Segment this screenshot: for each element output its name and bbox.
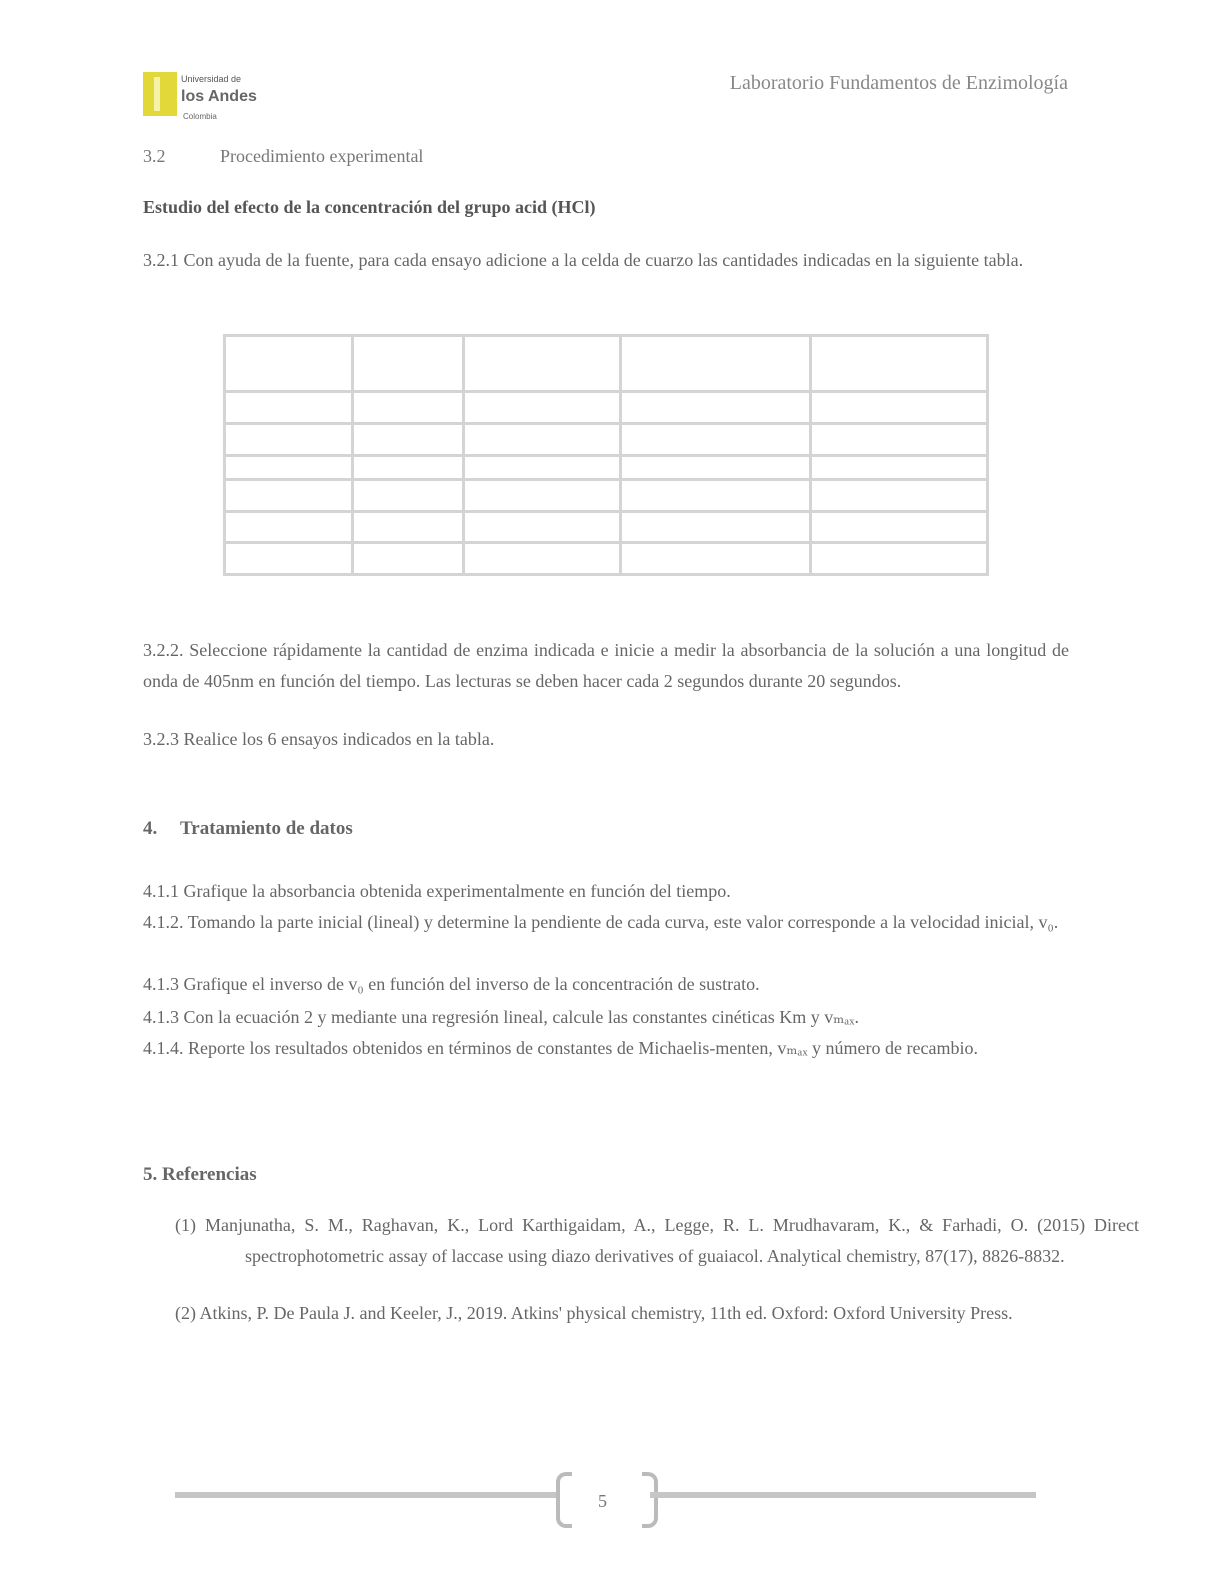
table-cell bbox=[352, 336, 464, 392]
table-cell bbox=[352, 511, 464, 543]
table-cell bbox=[352, 480, 464, 512]
table-row bbox=[225, 511, 988, 543]
table-cell bbox=[225, 391, 353, 424]
university-logo bbox=[143, 70, 293, 126]
table-row bbox=[225, 391, 988, 424]
table-row bbox=[225, 336, 988, 392]
table-cell bbox=[810, 391, 987, 424]
table-cell bbox=[621, 424, 810, 456]
table-cell bbox=[621, 455, 810, 479]
table-cell bbox=[464, 455, 621, 479]
table-cell bbox=[810, 480, 987, 512]
data-section-title: Tratamiento de datos bbox=[180, 818, 353, 839]
procedure-section-title: Procedimiento experimental bbox=[220, 146, 424, 166]
data-item: 4.1.1 Grafique la absorbancia obtenida experimentalmente en función del tiempo. bbox=[143, 881, 731, 901]
table-row bbox=[225, 455, 988, 479]
data-item: 4.1.4. Reporte los resultados obtenidos en términos de constantes de Michaelis-menten, vₘₐₓ y número de recambio. bbox=[143, 1038, 978, 1058]
logo-line-2: los Andes bbox=[181, 88, 257, 105]
page-number: 5 bbox=[598, 1491, 607, 1511]
data-item: 4.1.3 Grafique el inverso de v₀ en función del inverso de la concentración de sustrato. bbox=[143, 974, 760, 994]
table-cell bbox=[810, 511, 987, 543]
table-cell bbox=[464, 511, 621, 543]
table-cell bbox=[225, 336, 353, 392]
table-cell bbox=[225, 424, 353, 456]
reagent-table bbox=[223, 334, 989, 576]
table-cell bbox=[621, 511, 810, 543]
table-cell bbox=[225, 480, 353, 512]
table-cell bbox=[810, 424, 987, 456]
table-cell bbox=[464, 480, 621, 512]
procedure-section-number: 3.2 bbox=[143, 146, 166, 166]
table-row bbox=[225, 424, 988, 456]
table-row bbox=[225, 543, 988, 575]
step-3-2-3: 3.2.3 Realice los 6 ensayos indicados en la tabla. bbox=[143, 729, 495, 749]
step-3-2-2: 3.2.2. Seleccione rápidamente la cantidad de enzima indicada e inicie a medir la absorbancia de la solución a una longitud de onda de 405nm en función del tiempo. Las lecturas se deben hacer cada 2 segundos durante 20 segundos. bbox=[143, 640, 1069, 691]
header-title: Laboratorio Fundamentos de Enzimología bbox=[729, 72, 1068, 94]
data-item: 4.1.2. Tomando la parte inicial (lineal) y determine la pendiente de cada curva, este valor corresponde a la velocidad inicial, v₀. bbox=[143, 912, 1059, 932]
footer-bracket-right bbox=[642, 1472, 658, 1528]
table-cell bbox=[464, 336, 621, 392]
table-cell bbox=[810, 455, 987, 479]
data-section-number: 4. bbox=[143, 818, 158, 839]
table-cell bbox=[352, 424, 464, 456]
table-cell bbox=[352, 391, 464, 424]
table-cell bbox=[464, 424, 621, 456]
footer-bracket-left bbox=[556, 1472, 572, 1528]
references-heading: 5. Referencias bbox=[143, 1164, 257, 1185]
footer-rule-left bbox=[175, 1492, 560, 1498]
table-cell bbox=[464, 543, 621, 575]
table-cell bbox=[621, 543, 810, 575]
logo-line-3: Colombia bbox=[183, 112, 217, 121]
table-cell bbox=[225, 511, 353, 543]
table-cell bbox=[464, 391, 621, 424]
logo-line-1: Universidad de bbox=[181, 74, 242, 84]
table-cell bbox=[225, 543, 353, 575]
data-item: 4.1.3 Con la ecuación 2 y mediante una regresión lineal, calcule las constantes cinéticas Km y vₘₐₓ. bbox=[143, 1007, 859, 1027]
study-heading: Estudio del efecto de la concentración del grupo acid (HCl) bbox=[143, 197, 596, 217]
table-cell bbox=[621, 336, 810, 392]
table-cell bbox=[810, 543, 987, 575]
logo-emblem bbox=[143, 72, 177, 116]
step-3-2-1: 3.2.1 Con ayuda de la fuente, para cada ensayo adicione a la celda de cuarzo las cantidades indicadas en la siguiente tabla. bbox=[143, 250, 1024, 270]
table-cell bbox=[810, 336, 987, 392]
table-cell bbox=[621, 391, 810, 424]
table-cell bbox=[621, 480, 810, 512]
table-cell bbox=[352, 543, 464, 575]
table-cell bbox=[225, 455, 353, 479]
reference-item: (2) Atkins, P. De Paula J. and Keeler, J., 2019. Atkins' physical chemistry, 11th ed. Oxford: Oxford University Press. bbox=[175, 1303, 1013, 1323]
footer-rule-right bbox=[650, 1492, 1036, 1498]
table-cell bbox=[352, 455, 464, 479]
table-row bbox=[225, 480, 988, 512]
reference-item: (1) Manjunatha, S. M., Raghavan, K., Lord Karthigaidam, A., Legge, R. L. Mrudhavaram, K., & Farhadi, O. (2015) Direct spectrophotometric assay of laccase using diazo derivatives of guaiacol. Analytical chemistry, 87(17), 8826-8832. bbox=[175, 1215, 1139, 1266]
